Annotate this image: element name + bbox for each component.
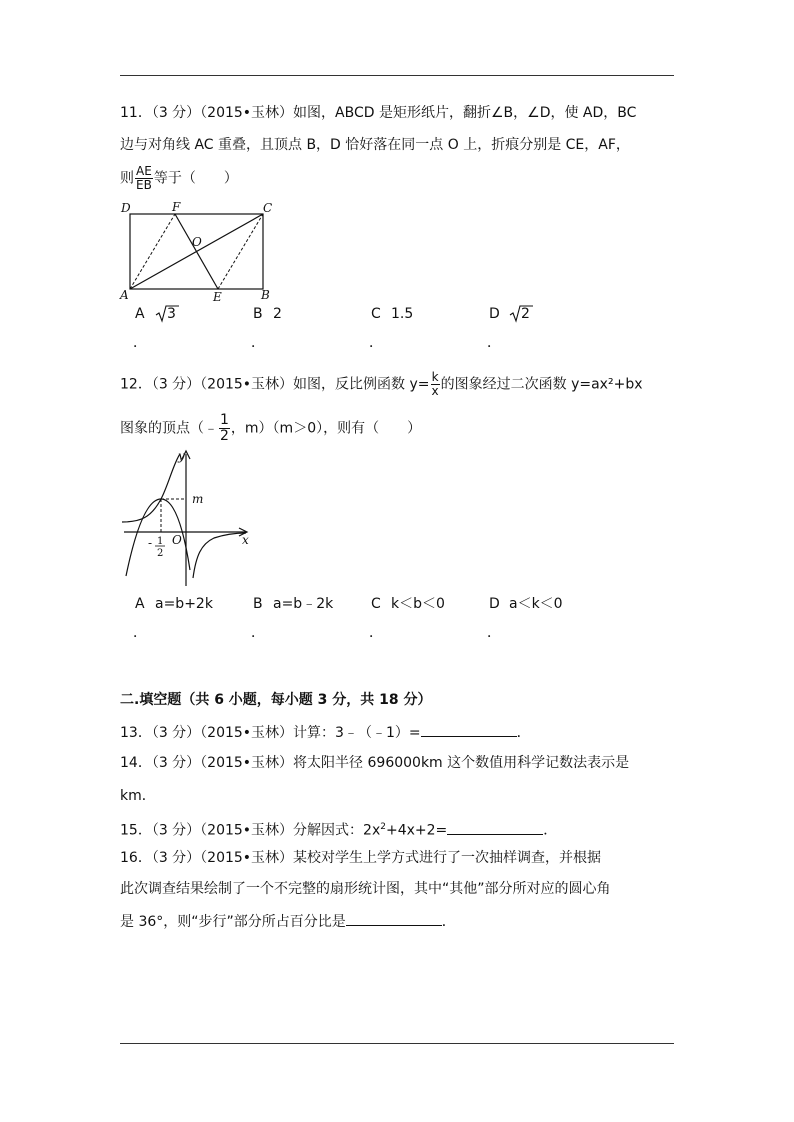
q12-option-a-letter: A [135, 596, 145, 612]
label-d: D [121, 201, 131, 215]
q11-rectangle-figure [118, 200, 278, 306]
q14-line1: 14．（3 分）（2015•玉林）将太阳半径 696000km 这个数值用科学记数法表示是 [120, 755, 630, 771]
q14-line2: km． [120, 788, 156, 804]
q11-option-d-dot: ． [487, 335, 501, 351]
q12-fraction [431, 371, 440, 398]
q12-option-a[interactable] [135, 594, 213, 614]
hyperbola-right-branch [193, 533, 246, 578]
q16-answer-blank[interactable] [346, 911, 442, 926]
label-origin: O [172, 533, 182, 547]
q12-vertex-den: 2 [220, 428, 229, 444]
dashed-af [130, 214, 175, 289]
q15-pre: 15．（3 分）（2015•玉林）分解因式：2x [120, 822, 381, 839]
tick-label-neg: - [148, 536, 153, 550]
q12-vertex-fraction [219, 413, 230, 444]
label-c: C [263, 201, 273, 215]
q13-pre: 13．（3 分）（2015•玉林）计算：3﹣（﹣1）= [120, 725, 421, 741]
q11-line2: 边与对角线 AC 重叠，且顶点 B，D 恰好落在同一点 O 上，折痕分别是 CE，AF， [120, 137, 630, 153]
q12-option-a-dot: ． [133, 625, 147, 641]
q12-option-b-dot: ． [251, 625, 265, 641]
q11-option-a-text: 3 [167, 306, 176, 322]
q12-line2-pre: 图象的顶点（﹣ [120, 420, 218, 437]
label-m: m [192, 492, 204, 506]
q11-option-a-letter: A [135, 306, 145, 322]
q12-line1 [120, 371, 643, 398]
axis-label-x: x [242, 533, 249, 547]
q11-option-a[interactable] [135, 304, 176, 324]
q12-vertex-num: 1 [220, 412, 229, 428]
tick-label-num: 1 [157, 536, 164, 547]
q12-option-b-letter: B [253, 596, 263, 612]
q12-line2-post: ，m）（m＞0），则有（ ） [230, 420, 422, 437]
q13-line [120, 722, 531, 743]
q11-option-c-text: 1.5 [391, 306, 414, 322]
label-e: E [213, 290, 222, 304]
header-rule [120, 75, 674, 76]
q15-mid: +4x+2= [386, 822, 448, 839]
section-2-title: 二.填空题（共 6 小题，每小题 3 分，共 18 分） [120, 692, 432, 708]
q12-option-d-text: a＜k＜0 [509, 596, 563, 612]
q12-option-c-dot: ． [369, 625, 383, 641]
q11-option-d-letter: D [489, 306, 500, 322]
q11-option-d[interactable] [489, 304, 530, 324]
q11-option-b-letter: B [253, 306, 263, 322]
label-o: O [192, 235, 202, 249]
q11-option-b-dot: ． [251, 335, 265, 351]
q11-option-c-dot: ． [369, 335, 383, 351]
q11-option-c-letter: C [371, 306, 381, 322]
q12-option-d-dot: ． [487, 625, 501, 641]
q15-exponent: 2 [380, 822, 386, 832]
q16-line3-pre: 是 36°，则“步行”部分所占百分比是 [120, 914, 346, 930]
q12-line1-pre: 12．（3 分）（2015•玉林）如图，反比例函数 y= [120, 376, 430, 393]
q12-option-d-letter: D [489, 596, 500, 612]
q16-line2: 此次调查结果绘制了一个不完整的扇形统计图，其中“其他”部分所对应的圆心角 [120, 881, 611, 897]
q12-option-c[interactable] [371, 594, 445, 614]
tick-label-den: 2 [157, 548, 164, 559]
q16-line3 [120, 911, 456, 932]
q12-graph-figure [118, 448, 258, 590]
q15-answer-blank[interactable] [447, 820, 543, 835]
q12-frac-num: k [431, 370, 439, 384]
segment-fe [175, 214, 218, 289]
q12-option-b-text: a=b﹣2k [273, 596, 334, 612]
q12-option-d[interactable] [489, 594, 563, 614]
q11-line1: 11．（3 分）（2015•玉林）如图，ABCD 是矩形纸片，翻折∠B，∠D，使 AD，BC [120, 105, 637, 121]
q12-frac-den: x [431, 384, 439, 398]
q12-option-b[interactable] [253, 594, 333, 614]
q16-line3-post: ． [441, 914, 456, 930]
q11-option-d-text: 2 [521, 306, 530, 322]
q11-frac-den: EB [136, 178, 152, 192]
q11-frac-num: AE [136, 164, 152, 178]
q11-option-b-text: 2 [273, 306, 282, 322]
q15-line [120, 817, 557, 841]
label-f: F [172, 200, 181, 214]
dashed-ec [218, 214, 263, 289]
q12-option-a-text: a=b+2k [155, 596, 213, 612]
label-b: B [261, 288, 270, 302]
q13-post: ． [516, 725, 531, 741]
q11-option-c[interactable] [371, 304, 413, 324]
q11-option-b[interactable] [253, 304, 282, 324]
q11-line3-post: 等于（ ） [153, 170, 238, 187]
q16-line1: 16．（3 分）（2015•玉林）某校对学生上学方式进行了一次抽样调查，并根据 [120, 850, 602, 866]
q11-option-a-dot: ． [133, 335, 147, 351]
q11-fraction [135, 165, 153, 192]
q15-post: ． [543, 822, 558, 839]
q12-line1-post: 的图象经过二次函数 y=ax²+bx [440, 376, 643, 393]
label-a: A [120, 288, 129, 302]
q12-line2 [120, 413, 421, 444]
q12-option-c-letter: C [371, 596, 381, 612]
footer-rule [120, 1043, 674, 1044]
axis-label-y: y [178, 449, 185, 463]
q12-option-c-text: k＜b＜0 [391, 596, 445, 612]
q13-answer-blank[interactable] [421, 722, 517, 737]
q11-line3 [120, 165, 238, 192]
hyperbola-left-branch [122, 454, 180, 522]
q11-line3-pre: 则 [120, 170, 134, 187]
